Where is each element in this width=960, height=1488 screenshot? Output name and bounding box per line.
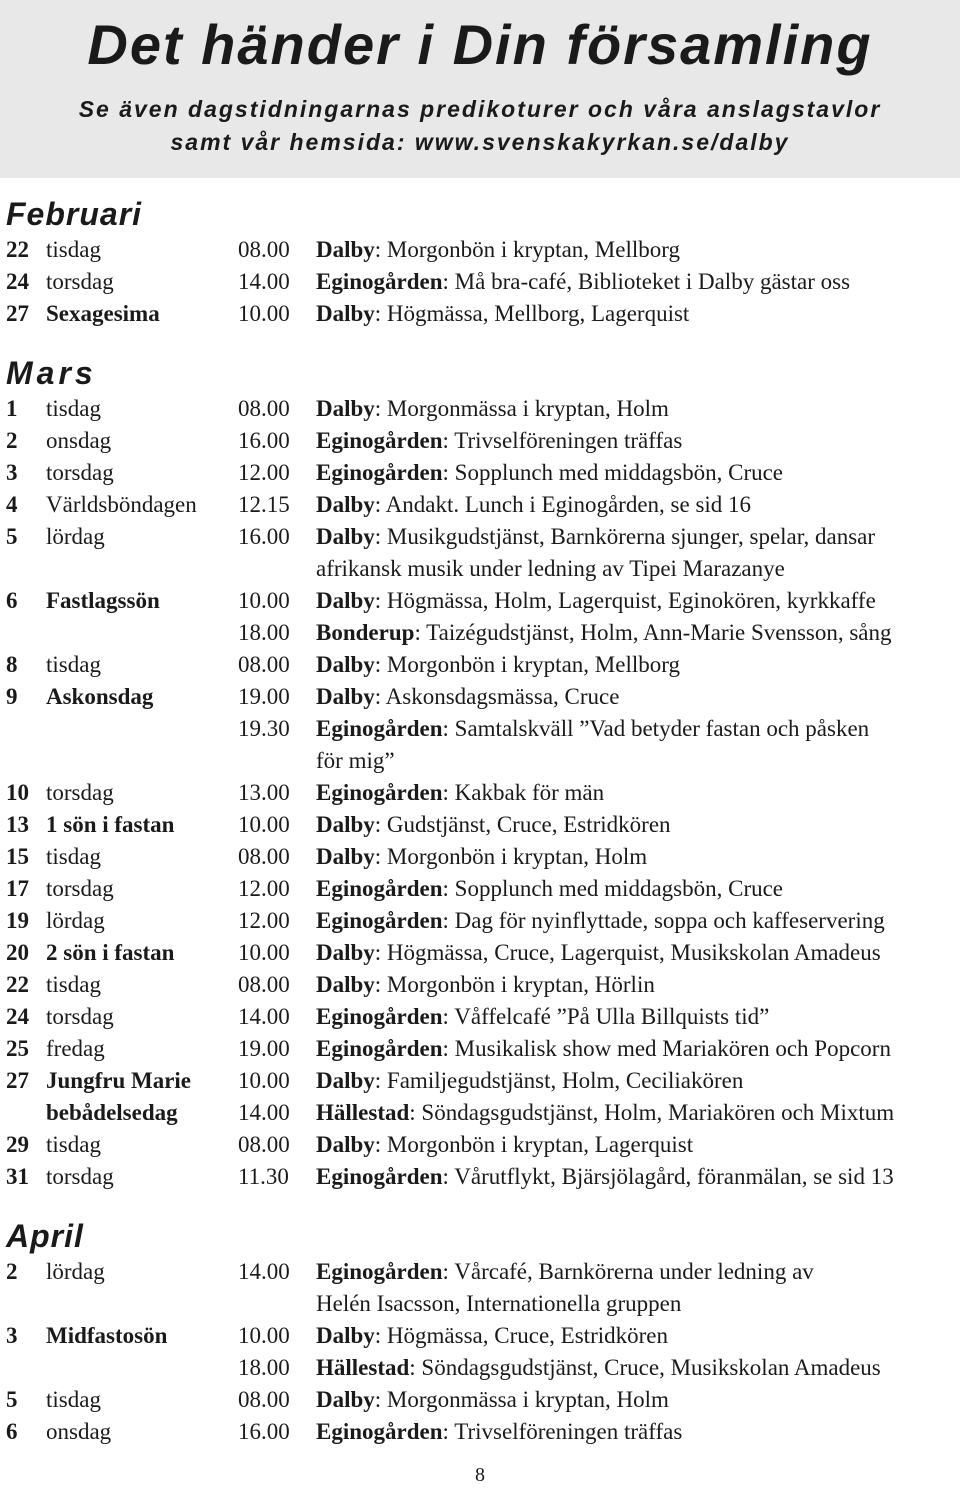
event-day: Fastlagssön — [46, 588, 160, 613]
event-description — [316, 585, 876, 617]
event-time: 11.30 — [238, 1164, 289, 1189]
event-date: 31 — [6, 1164, 29, 1189]
event-description — [316, 457, 783, 489]
event-row — [0, 745, 960, 777]
event-time: 19.30 — [238, 716, 290, 741]
event-day: Jungfru Marie — [46, 1068, 192, 1093]
event-date: 10 — [6, 780, 29, 805]
event-date: 19 — [6, 908, 29, 933]
event-place: Eginogården — [316, 716, 443, 741]
event-description — [316, 266, 850, 298]
event-date: 22 — [6, 237, 29, 262]
event-day: 2 sön i fastan — [46, 940, 175, 965]
event-time: 10.00 — [238, 1323, 290, 1348]
event-time: 16.00 — [238, 428, 290, 453]
event-description — [316, 905, 885, 937]
month-heading-februari: Februari — [6, 196, 143, 232]
event-date: 29 — [6, 1132, 29, 1157]
event-row — [0, 1352, 960, 1384]
event-place: Dalby — [316, 844, 375, 869]
event-description — [316, 521, 875, 553]
event-row — [0, 809, 960, 841]
event-day: tisdag — [46, 1132, 101, 1157]
event-description — [316, 1384, 669, 1416]
event-text: : Sopplunch med middagsbön, Cruce — [442, 876, 784, 901]
event-description — [316, 1097, 894, 1129]
event-description — [316, 617, 892, 649]
event-date: 1 — [6, 396, 18, 421]
event-description — [316, 1033, 891, 1065]
event-date: 5 — [6, 524, 18, 549]
header-banner — [0, 0, 960, 178]
event-day: tisdag — [46, 972, 101, 997]
event-row — [0, 234, 960, 266]
month-heading-april: April — [6, 1218, 84, 1254]
event-row — [0, 1320, 960, 1352]
event-description — [316, 425, 682, 457]
event-row — [0, 1033, 960, 1065]
event-day: Askonsdag — [46, 684, 154, 709]
event-day: fredag — [46, 1036, 105, 1061]
event-row — [0, 1065, 960, 1097]
event-text: : Morgonmässa i kryptan, Holm — [374, 396, 669, 421]
event-place: Eginogården — [316, 269, 443, 294]
event-row — [0, 1416, 960, 1448]
event-date: 2 — [6, 1259, 18, 1284]
event-time: 19.00 — [238, 1036, 290, 1061]
event-place: Eginogården — [316, 1259, 443, 1284]
event-day: torsdag — [46, 460, 114, 485]
event-place: Eginogården — [316, 1004, 443, 1029]
event-row — [0, 1097, 960, 1129]
event-text: : Familjegudstjänst, Holm, Ceciliakören — [374, 1068, 744, 1093]
event-time: 14.00 — [238, 1100, 290, 1125]
event-day: Midfastosön — [46, 1323, 168, 1348]
event-time: 08.00 — [238, 652, 290, 677]
event-day: tisdag — [46, 396, 101, 421]
event-list-februari — [0, 234, 960, 330]
event-day: bebådelsedag — [46, 1100, 178, 1125]
event-place: Dalby — [316, 972, 375, 997]
event-text: : Högmässa, Holm, Lagerquist, Eginokören, kyrkkaffe — [374, 588, 876, 613]
event-day: Världsböndagen — [46, 492, 197, 517]
event-description — [316, 745, 395, 777]
event-text: : Musikgudstjänst, Barnkörerna sjunger, spelar, dansar — [374, 524, 876, 549]
event-date: 15 — [6, 844, 29, 869]
event-time: 10.00 — [238, 940, 290, 965]
event-text: Helén Isacsson, Internationella gruppen — [316, 1291, 682, 1316]
event-text: : Askonsdagsmässa, Cruce — [374, 684, 620, 709]
event-time: 12.00 — [238, 908, 290, 933]
event-time: 08.00 — [238, 972, 290, 997]
event-place: Dalby — [316, 237, 375, 262]
event-place: Eginogården — [316, 780, 443, 805]
event-date: 22 — [6, 972, 29, 997]
event-text: : Vårutflykt, Bjärsjölagård, föranmälan, se sid 13 — [442, 1164, 894, 1189]
event-day: torsdag — [46, 1164, 114, 1189]
event-place: Dalby — [316, 812, 375, 837]
event-time: 10.00 — [238, 1068, 290, 1093]
event-row — [0, 1001, 960, 1033]
event-description — [316, 649, 680, 681]
event-list-april — [0, 1256, 960, 1448]
event-row — [0, 617, 960, 649]
event-place: Eginogården — [316, 460, 443, 485]
event-text: : Må bra-café, Biblioteket i Dalby gästar oss — [442, 269, 851, 294]
event-place: Dalby — [316, 301, 375, 326]
event-description — [316, 1065, 743, 1097]
event-row — [0, 393, 960, 425]
event-text: : Vårcafé, Barnkörerna under ledning av — [442, 1259, 814, 1284]
event-row — [0, 457, 960, 489]
event-time: 16.00 — [238, 1419, 290, 1444]
event-time: 12.00 — [238, 876, 290, 901]
event-place: Eginogården — [316, 1164, 443, 1189]
event-row — [0, 873, 960, 905]
event-description — [316, 873, 783, 905]
event-text: : Trivselföreningen träffas — [442, 428, 683, 453]
event-time: 18.00 — [238, 620, 290, 645]
event-date: 17 — [6, 876, 29, 901]
event-time: 16.00 — [238, 524, 290, 549]
event-row — [0, 266, 960, 298]
event-time: 12.15 — [238, 492, 290, 517]
event-date: 6 — [6, 588, 18, 613]
event-time: 14.00 — [238, 269, 290, 294]
event-text: : Andakt. Lunch i Eginogården, se sid 16 — [374, 492, 752, 517]
page-number: 8 — [475, 1464, 485, 1486]
event-time: 14.00 — [238, 1259, 290, 1284]
event-place: Dalby — [316, 492, 375, 517]
event-place: Hällestad — [316, 1355, 410, 1380]
event-description — [316, 1001, 769, 1033]
event-text: : Morgonbön i kryptan, Hörlin — [374, 972, 655, 997]
event-description — [316, 969, 655, 1001]
event-description — [316, 1352, 881, 1384]
subtitle-line-1: Se även dagstidningarnas predikoturer och våra anslagstavlor — [78, 96, 882, 122]
event-text: : Musikalisk show med Mariakören och Popcorn — [442, 1036, 891, 1061]
event-place: Eginogården — [316, 1419, 443, 1444]
event-row — [0, 298, 960, 330]
event-date: 27 — [6, 301, 29, 326]
event-text: : Morgonbön i kryptan, Mellborg — [374, 237, 680, 262]
event-time: 08.00 — [238, 1132, 290, 1157]
event-place: Dalby — [316, 1387, 375, 1412]
event-date: 20 — [6, 940, 29, 965]
event-description — [316, 1129, 693, 1161]
event-date: 13 — [6, 812, 29, 837]
event-text: : Högmässa, Cruce, Estridkören — [374, 1323, 668, 1348]
event-row — [0, 649, 960, 681]
event-date: 25 — [6, 1036, 29, 1061]
event-time: 13.00 — [238, 780, 290, 805]
event-row — [0, 937, 960, 969]
month-heading-mars: Mars — [6, 355, 97, 391]
event-place: Dalby — [316, 524, 375, 549]
event-place: Hällestad — [316, 1100, 410, 1125]
event-time: 18.00 — [238, 1355, 290, 1380]
event-row — [0, 681, 960, 713]
event-time: 10.00 — [238, 812, 290, 837]
event-text: : Sopplunch med middagsbön, Cruce — [442, 460, 784, 485]
event-text: för mig” — [316, 748, 395, 773]
event-row — [0, 489, 960, 521]
event-day: tisdag — [46, 237, 101, 262]
event-description — [316, 1161, 894, 1193]
event-date: 5 — [6, 1387, 18, 1412]
event-place: Bonderup — [316, 620, 415, 645]
event-text: : Morgonmässa i kryptan, Holm — [374, 1387, 669, 1412]
event-time: 14.00 — [238, 1004, 290, 1029]
event-place: Eginogården — [316, 876, 443, 901]
event-place: Eginogården — [316, 428, 443, 453]
event-day: onsdag — [46, 1419, 112, 1444]
event-time: 08.00 — [238, 237, 290, 262]
event-place: Dalby — [316, 1068, 375, 1093]
event-day: onsdag — [46, 428, 112, 453]
event-row — [0, 841, 960, 873]
subtitle-line-2: samt vår hemsida: www.svenskakyrkan.se/dalby — [170, 129, 790, 155]
event-description — [316, 713, 869, 745]
event-text: : Morgonbön i kryptan, Holm — [374, 844, 648, 869]
event-day: tisdag — [46, 844, 101, 869]
event-time: 12.00 — [238, 460, 290, 485]
event-list-mars — [0, 393, 960, 1193]
event-date: 8 — [6, 652, 18, 677]
event-date: 27 — [6, 1068, 29, 1093]
event-text: afrikansk musik under ledning av Tipei Marazanye — [316, 556, 785, 581]
event-text: : Trivselföreningen träffas — [442, 1419, 683, 1444]
event-text: : Kakbak för män — [442, 780, 605, 805]
event-day: lördag — [46, 524, 105, 549]
event-row — [0, 905, 960, 937]
event-day: tisdag — [46, 1387, 101, 1412]
event-place: Eginogården — [316, 1036, 443, 1061]
event-text: : Söndagsgudstjänst, Holm, Mariakören och Mixtum — [409, 1100, 895, 1125]
event-description — [316, 777, 604, 809]
event-text: : Söndagsgudstjänst, Cruce, Musikskolan Amadeus — [409, 1355, 881, 1380]
event-row — [0, 1161, 960, 1193]
event-text: : Högmässa, Mellborg, Lagerquist — [374, 301, 690, 326]
event-place: Eginogården — [316, 908, 443, 933]
event-time: 19.00 — [238, 684, 290, 709]
event-description — [316, 393, 669, 425]
event-day: torsdag — [46, 269, 114, 294]
event-text: : Högmässa, Cruce, Lagerquist, Musikskolan Amadeus — [374, 940, 881, 965]
event-row — [0, 1129, 960, 1161]
event-date: 4 — [6, 492, 18, 517]
event-row — [0, 1256, 960, 1288]
event-text: : Samtalskväll ”Vad betyder fastan och påsken — [442, 716, 870, 741]
event-row — [0, 521, 960, 553]
event-place: Dalby — [316, 684, 375, 709]
event-description — [316, 1320, 668, 1352]
event-place: Dalby — [316, 1132, 375, 1157]
event-description — [316, 1416, 682, 1448]
event-description — [316, 681, 619, 713]
event-row — [0, 713, 960, 745]
event-description — [316, 809, 671, 841]
event-description — [316, 1256, 814, 1288]
event-date: 3 — [6, 1323, 18, 1348]
event-row — [0, 1288, 960, 1320]
event-place: Dalby — [316, 940, 375, 965]
event-day: lördag — [46, 1259, 105, 1284]
event-time: 10.00 — [238, 588, 290, 613]
event-description — [316, 489, 751, 521]
event-time: 08.00 — [238, 396, 290, 421]
event-day: 1 sön i fastan — [46, 812, 175, 837]
event-date: 3 — [6, 460, 18, 485]
event-day: Sexagesima — [46, 301, 160, 326]
event-time: 08.00 — [238, 1387, 290, 1412]
event-text: : Morgonbön i kryptan, Mellborg — [374, 652, 680, 677]
event-date: 2 — [6, 428, 18, 453]
event-date: 24 — [6, 1004, 29, 1029]
event-description — [316, 937, 881, 969]
event-description — [316, 1288, 681, 1320]
event-row — [0, 1384, 960, 1416]
event-date: 9 — [6, 684, 18, 709]
event-description — [316, 841, 647, 873]
event-description — [316, 234, 680, 266]
event-day: torsdag — [46, 876, 114, 901]
event-row — [0, 969, 960, 1001]
event-place: Dalby — [316, 1323, 375, 1348]
event-date: 6 — [6, 1419, 18, 1444]
event-date: 24 — [6, 269, 29, 294]
event-day: torsdag — [46, 1004, 114, 1029]
event-row — [0, 425, 960, 457]
event-place: Dalby — [316, 396, 375, 421]
event-description — [316, 298, 689, 330]
event-time: 10.00 — [238, 301, 290, 326]
page-title: Det händer i Din församling — [87, 13, 873, 76]
event-place: Dalby — [316, 652, 375, 677]
event-row — [0, 777, 960, 809]
event-text: : Våffelcafé ”På Ulla Billquists tid” — [442, 1004, 770, 1029]
event-day: lördag — [46, 908, 105, 933]
event-text: : Morgonbön i kryptan, Lagerquist — [374, 1132, 694, 1157]
event-text: : Gudstjänst, Cruce, Estridkören — [374, 812, 671, 837]
event-description — [316, 553, 785, 585]
event-day: torsdag — [46, 780, 114, 805]
event-row — [0, 553, 960, 585]
event-text: : Taizégudstjänst, Holm, Ann-Marie Svensson, sång — [414, 620, 892, 645]
event-row — [0, 585, 960, 617]
event-time: 08.00 — [238, 844, 290, 869]
event-text: : Dag för nyinflyttade, soppa och kaffeservering — [442, 908, 885, 933]
event-day: tisdag — [46, 652, 101, 677]
event-place: Dalby — [316, 588, 375, 613]
